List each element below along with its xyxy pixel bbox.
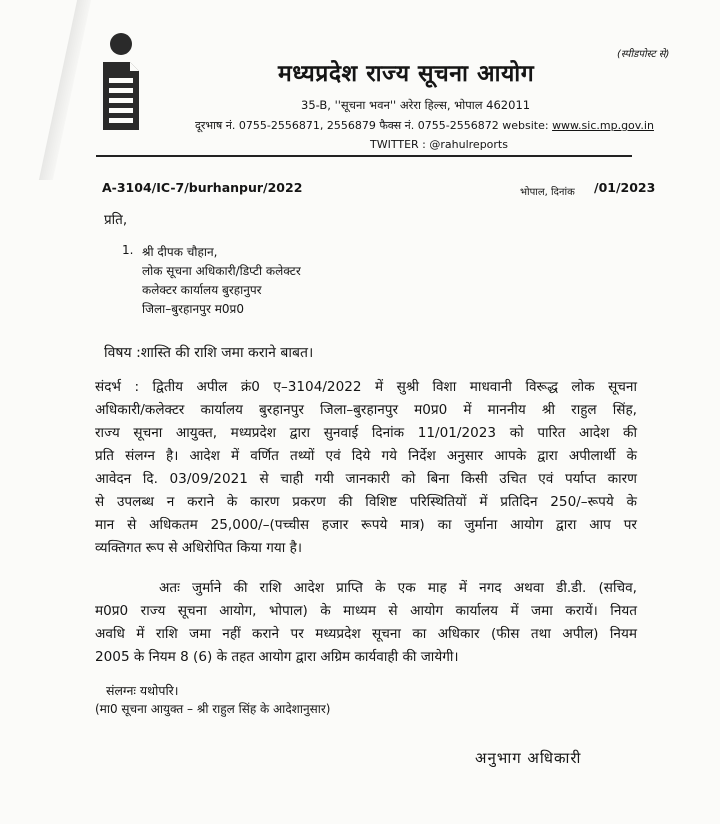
paragraph-line: संदर्भ : द्वितीय अपील क्रं0 ए–3104/2022 में सुश्री विशा माधवानी विरूद्ध लोक सूचना bbox=[95, 379, 637, 395]
fax-number: 0755-2556872 bbox=[417, 119, 499, 132]
enclosure-note: संलग्नः यथोपरि। bbox=[106, 683, 179, 698]
header-divider bbox=[96, 155, 632, 157]
order-note: (मा0 सूचना आयुक्त – श्री राहुल सिंह के आदेशानुसार) bbox=[95, 702, 331, 716]
website-label: website: bbox=[502, 119, 549, 132]
paragraph-line: प्रति संलग्न है। आदेश में वर्णित तथ्यों एवं दिये गये निर्देश अनुसार आपके द्वारा अपीलार्थी के bbox=[95, 448, 637, 464]
paragraph-line: राज्य सूचना आयुक्त, मध्यप्रदेश द्वारा सुनवाई दिनांक 11/01/2023 को पारित आदेश की bbox=[95, 425, 637, 441]
page-fold-shadow bbox=[39, 0, 91, 180]
recipient-number: 1. bbox=[122, 243, 134, 257]
twitter-handle: TWITTER : @rahulreports bbox=[370, 138, 508, 151]
paragraph-line: से उपलब्ध न कराने के कारण प्रकरण की विशिष्ट परिस्थितियों में प्रतिदिन 250/–रूपये के bbox=[95, 494, 637, 510]
recipient-line: श्री दीपक चौहान, bbox=[142, 245, 218, 259]
fax-label: फैक्स नं. bbox=[379, 119, 415, 132]
date-value: /01/2023 bbox=[594, 180, 656, 195]
paragraph-line: व्यक्तिगत रूप से अधिरोपित किया गया है। bbox=[95, 540, 303, 556]
recipient-line: लोक सूचना अधिकारी/डिप्टी कलेक्टर bbox=[142, 264, 301, 278]
commission-logo-icon bbox=[101, 32, 141, 132]
letterhead-address: 35-B, ''सूचना भवन'' अरेरा हिल्स, भोपाल 462011 bbox=[301, 98, 531, 112]
phone-label: दूरभाष नं. bbox=[195, 119, 236, 132]
date-label: भोपाल, दिनांक bbox=[520, 187, 575, 198]
paragraph-line: आवेदन दि. 03/09/2021 से चाही गयी जानकारी को बिना किसी उचित एवं पर्याप्त कारण bbox=[95, 471, 637, 487]
website-link[interactable]: www.sic.mp.gov.in bbox=[552, 119, 654, 132]
paragraph-line: अधिकारी/कलेक्टर कार्यालय बुरहानपुर जिला–बुरहानपुर म0प्र0 में माननीय श्री राहुल सिंह, bbox=[95, 402, 637, 418]
body-paragraph-instructions bbox=[95, 577, 637, 669]
recipient-line: जिला–बुरहानपुर म0प्र0 bbox=[142, 302, 244, 316]
subject-line: विषय :शास्ति की राशि जमा कराने बाबत। bbox=[104, 345, 314, 361]
to-label: प्रति, bbox=[104, 212, 128, 228]
paragraph-line: 2005 के नियम 8 (6) के तहत आयोग द्वारा अग्रिम कार्यवाही की जायेगी। bbox=[95, 649, 459, 665]
letterhead-title: मध्यप्रदेश राज्य सूचना आयोग bbox=[278, 60, 535, 87]
phone-number: 0755-2556871, 2556879 bbox=[238, 119, 376, 132]
speedpost-note: (स्पीडपोस्ट से) bbox=[617, 49, 670, 60]
paragraph-line: अतः जुर्माने की राशि आदेश प्राप्ति के एक माह में नगद अथवा डी.डी. (सचिव, bbox=[159, 580, 637, 596]
recipient-line: कलेक्टर कार्यालय बुरहानुपर bbox=[142, 283, 262, 297]
paragraph-line: म0प्र0 राज्य सूचना आयोग, भोपाल) के माध्यम से आयोग कार्यालय में जमा करायें। नियत bbox=[95, 603, 637, 619]
letterhead-contact bbox=[195, 118, 654, 133]
reference-number: A-3104/IC-7/burhanpur/2022 bbox=[102, 180, 303, 195]
signatory-title: अनुभाग अधिकारी bbox=[475, 749, 582, 767]
body-paragraph-reference bbox=[95, 376, 637, 560]
paragraph-line: अवधि में राशि जमा नहीं कराने पर मध्यप्रदेश सूचना का अधिकार (फीस तथा अपील) नियम bbox=[95, 626, 637, 642]
paragraph-line: मान से अधिकतम 25,000/–(पच्चीस हजार रूपये मात्र) का जुर्माना आयोग द्वारा आप पर bbox=[95, 517, 637, 533]
